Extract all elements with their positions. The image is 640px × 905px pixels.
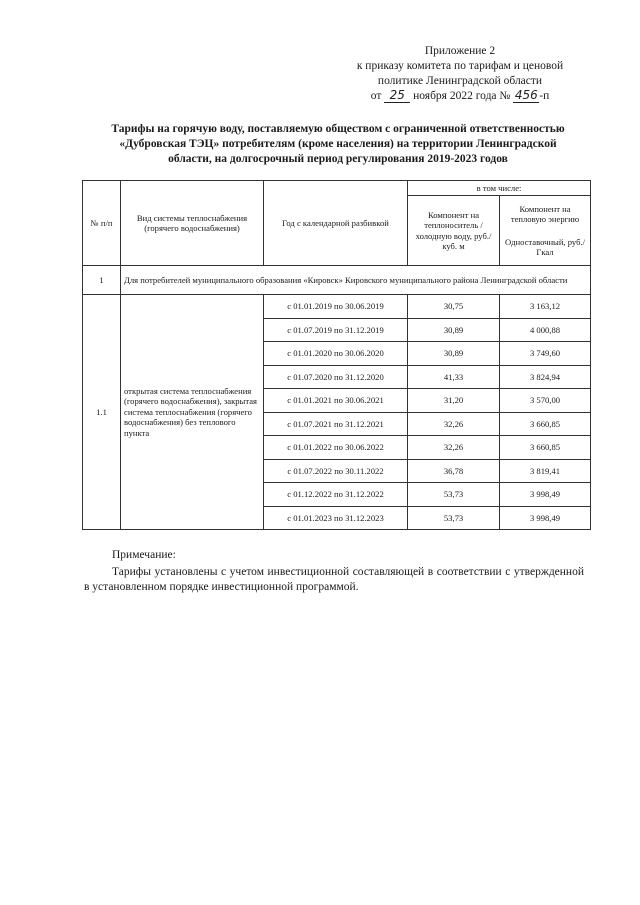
comp2-cell: 3 819,41 [500,459,591,483]
note-heading: Примечание: [112,549,176,561]
comp1-cell: 53,73 [408,483,500,507]
table-body [83,266,591,530]
comp2-cell: 3 660,85 [500,412,591,436]
period-cell: с 01.07.2021 по 31.12.2021 [264,412,408,436]
comp1-cell: 32,26 [408,412,500,436]
comp1-cell: 30,89 [408,342,500,366]
comp1-cell: 32,26 [408,436,500,460]
header-including: в том числе: [408,181,591,196]
comp2-cell: 3 998,49 [500,483,591,507]
document-title [88,122,588,167]
annex-date-prefix: от [370,90,382,102]
title-line-2: «Дубровская ТЭЦ» потребителям (кроме населения) на территории Ленинградской [119,138,557,150]
section-num: 1 [83,266,121,295]
header-num: № п/п [83,181,121,266]
section-text: Для потребителей муниципального образования «Кировск» Кировского муниципального района Ленинградской области [121,266,591,295]
comp2-cell: 4 000,88 [500,318,591,342]
tariff-table [82,180,591,530]
comp2-cell: 3 570,00 [500,389,591,413]
period-cell: с 01.01.2021 по 30.06.2021 [264,389,408,413]
annex-order-suffix: -п [539,90,550,102]
table-row [83,295,591,319]
comp1-cell: 53,73 [408,506,500,530]
header-comp2-line2: Одноставочный, руб./Гкал [505,236,586,257]
title-line-3: области, на долгосрочный период регулирования 2019-2023 годов [168,153,508,165]
annex-date-line [330,89,590,104]
comp2-cell: 3 660,85 [500,436,591,460]
period-cell: с 01.07.2019 по 31.12.2019 [264,318,408,342]
comp1-cell: 36,78 [408,459,500,483]
period-cell: с 01.07.2022 по 30.11.2022 [264,459,408,483]
comp2-cell: 3 998,49 [500,506,591,530]
comp1-cell: 41,33 [408,365,500,389]
comp1-cell: 30,75 [408,295,500,319]
annex-line-1: к приказу комитета по тарифам и ценовой [356,60,564,72]
period-cell: с 01.01.2023 по 31.12.2023 [264,506,408,530]
header-kind: Вид системы теплоснабжения (горячего водоснабжения) [121,181,264,266]
period-cell: с 01.01.2019 по 30.06.2019 [264,295,408,319]
comp1-cell: 30,89 [408,318,500,342]
comp2-cell: 3 749,60 [500,342,591,366]
comp1-cell: 31,20 [408,389,500,413]
comp2-cell: 3 824,94 [500,365,591,389]
annex-title: Приложение 2 [424,45,496,57]
annex-block [330,44,590,104]
annex-date-month-year: ноября 2022 года № [413,90,511,102]
note-text: Тарифы установлены с учетом инвестиционной составляющей в соответствии с утвержденной в установленном порядке инвестиционной программой. [84,566,584,593]
period-cell: с 01.01.2020 по 30.06.2020 [264,342,408,366]
annex-date-day: 25 [384,89,410,103]
header-comp2 [500,196,591,266]
item-num: 1.1 [83,295,121,530]
item-kind: открытая система теплоснабжения (горячего водоснабжения), закрытая система теплоснабжения (горячего водоснабжения) без теплового пункта [121,295,264,530]
title-line-1: Тарифы на горячую воду, поставляемую обществом с ограниченной ответственностью [111,123,565,135]
header-period: Год с календарной разбивкой [264,181,408,266]
header-comp2-line1: Компонент на тепловую энергию [510,203,580,224]
period-cell: с 01.07.2020 по 31.12.2020 [264,365,408,389]
period-cell: с 01.01.2022 по 30.06.2022 [264,436,408,460]
annex-order-number: 456 [514,88,538,102]
annex-line-2: политике Ленинградской области [377,75,543,87]
comp2-cell: 3 163,12 [500,295,591,319]
period-cell: с 01.12.2022 по 31.12.2022 [264,483,408,507]
header-comp1: Компонент на теплоноситель / холодную воду, руб./куб. м [408,196,500,266]
section-row [83,266,591,295]
